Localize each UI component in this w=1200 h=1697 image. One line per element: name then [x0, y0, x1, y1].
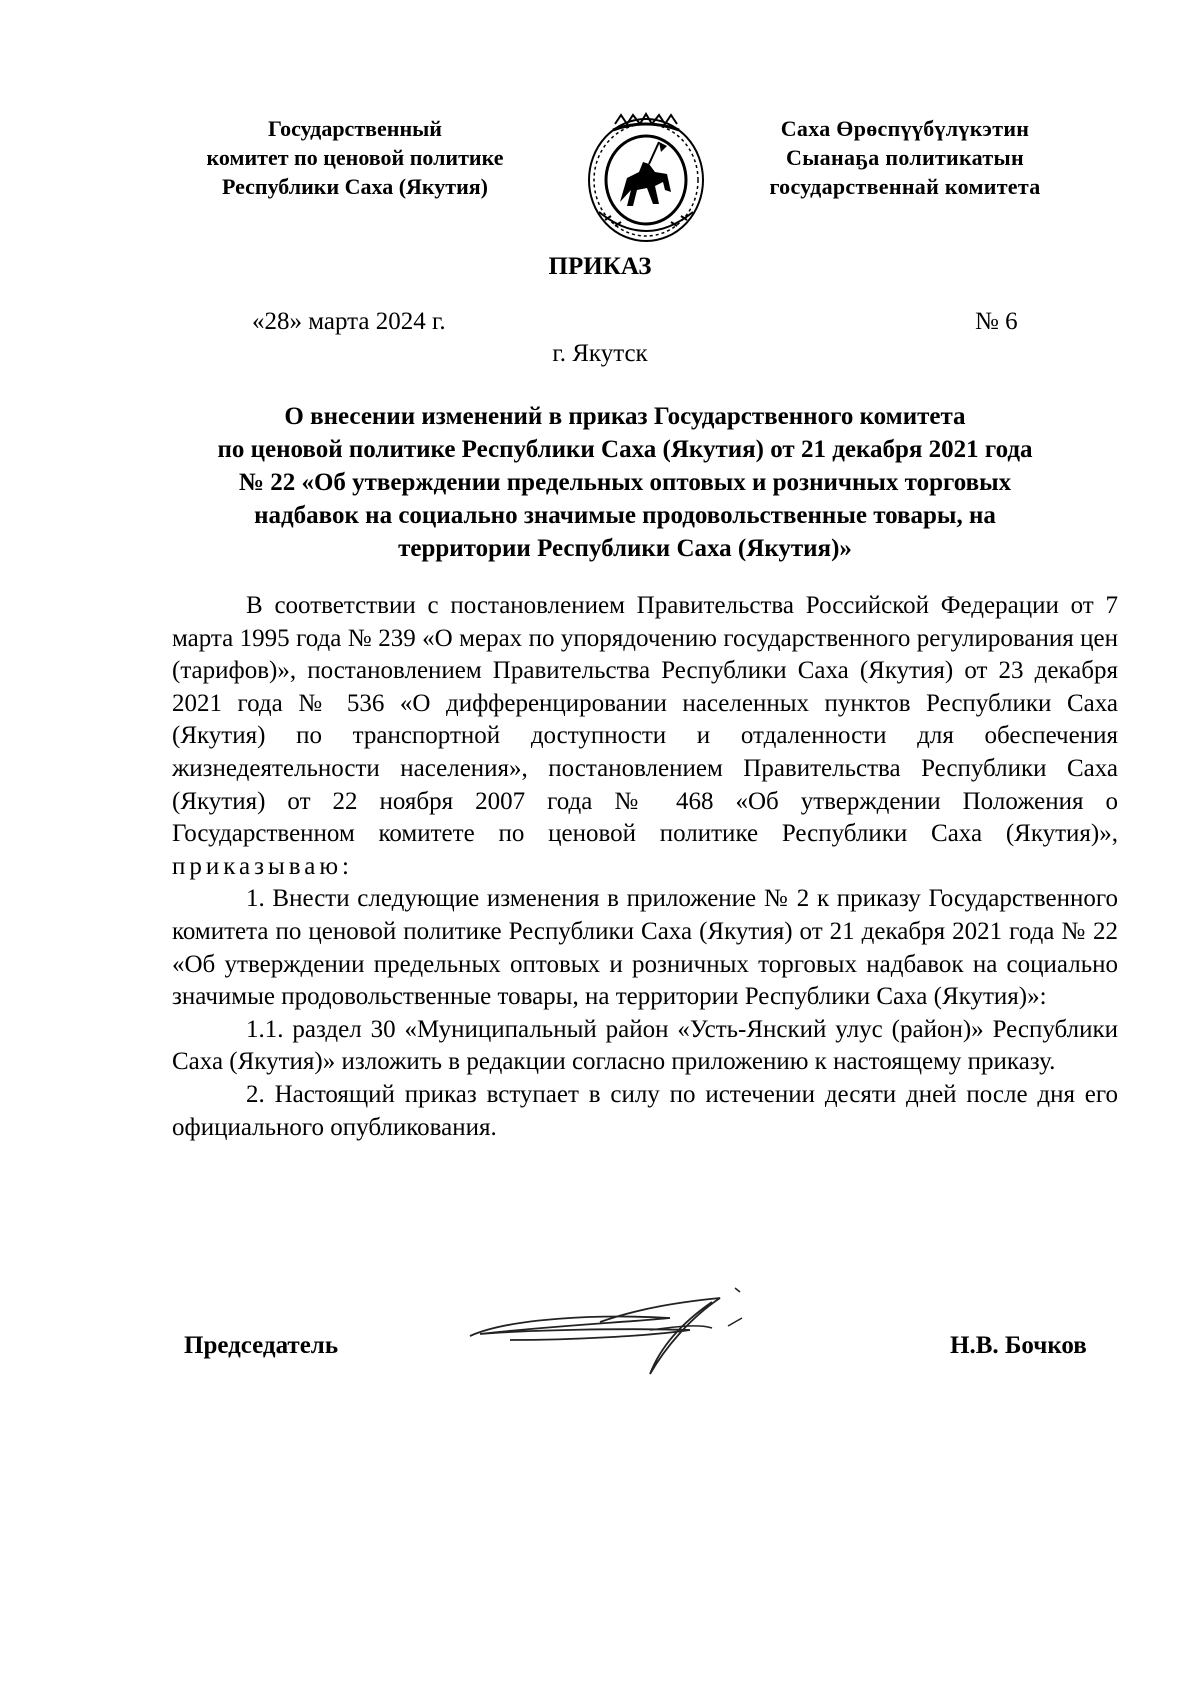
item-1-paragraph: 1. Внести следующие изменения в приложение № 2 к приказу Государственного комитета по ценовой политике Республики Саха (Якутия) от 21 декабря 2021 года № 22 «Об утверждении предельных оптовых и розничных торговых надбавок на социально значимые продовольственные товары, на территории Республики Саха (Якутия)»:: [172, 885, 1118, 1011]
sakha-republic-coat-of-arms-icon: [585, 112, 707, 244]
issuer-line: Республики Саха (Якутия): [221, 174, 489, 199]
signatory-role: Председатель: [184, 1332, 339, 1359]
subject-line: О внесении изменений в приказ Государственного комитета: [284, 403, 966, 430]
order-subject-heading: [160, 400, 1090, 565]
order-body: [172, 590, 1118, 1144]
item-1-1-paragraph: 1.1. раздел 30 «Муниципальный район «Усть-Янский улус (район)» Республики Саха (Якутия)» изложить в редакции согласно приложению к настоящему приказу.: [172, 1015, 1118, 1076]
document-date: «28» марта 2024 г.: [252, 308, 446, 335]
issuer-line: Сыанаҕа политикатын: [786, 145, 1024, 170]
document-number: № 6: [975, 308, 1018, 335]
preamble-text: В соответствии с постановлением Правительства Российской Федерации от 7 марта 1995 года № 239 «О мерах по упорядочению государственного регулирования цен (тарифов)», постановлением Правительства Республики Саха (Якутия) от 23 декабря 2021 года № 536 «О дифференцировании населенных пунктов Республики Саха (Якутия) по транспортной доступности и отдаленности для обеспечения жизнедеятельности населения», постановлением Правительства Республики Саха (Якутия) от 22 ноября 2007 года № 468 «Об утверждении Положения о Государственном комитете по ценовой политике Республики Саха (Якутия)»,: [172, 592, 1118, 848]
preamble-paragraph: [172, 590, 1118, 883]
issuer-line: государственнай комитета: [769, 174, 1041, 199]
issuer-line: Государственный: [268, 116, 442, 141]
issuer-name-yakut: [730, 114, 1080, 201]
order-word: приказываю:: [172, 852, 353, 880]
subject-line: территории Республики Саха (Якутия)»: [398, 535, 852, 562]
subject-line: по ценовой политике Республики Саха (Якутия) от 21 декабря 2021 года: [217, 436, 1033, 463]
issuer-line: комитет по ценовой политике: [206, 145, 504, 170]
subject-line: № 22 «Об утверждении предельных оптовых и розничных торговых: [238, 469, 1012, 496]
handwritten-signature-icon: [450, 1278, 790, 1388]
issuer-name-russian: [170, 114, 540, 201]
issuer-line: Саха Өрөспүүбүлүкэтин: [780, 116, 1030, 141]
subject-line: надбавок на социально значимые продовольственные товары, на: [254, 502, 996, 529]
document-city: г. Якутск: [552, 340, 648, 367]
signatory-name: Н.В. Бочков: [950, 1332, 1087, 1359]
document-type-title: ПРИКАЗ: [548, 253, 652, 280]
item-2-paragraph: 2. Настоящий приказ вступает в силу по истечении десяти дней после дня его официального опубликования.: [172, 1080, 1118, 1141]
